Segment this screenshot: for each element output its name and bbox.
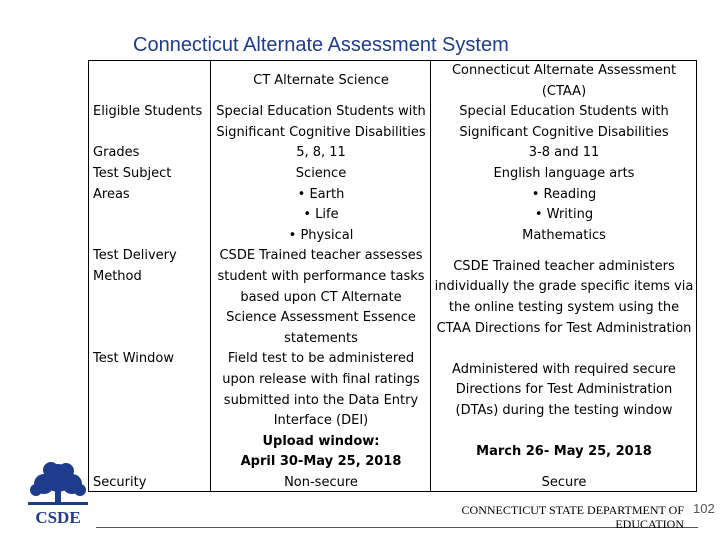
subjects-col3-line: Mathematics [522,227,606,243]
delivery-col3-line: the online testing system using the [448,299,680,315]
window-col3-line: (DTAs) during the testing window [455,402,673,418]
delivery-col2-line: based upon CT Alternate [240,289,402,305]
security-col3: Secure [541,475,587,490]
page-number: 102 [693,501,715,516]
upload-window-dates: April 30-May 25, 2018 [240,454,402,470]
security-col2: Non-secure [284,475,358,490]
eligible-col2-line: Significant Cognitive Disabilities [216,124,426,140]
delivery-col3-line: CTAA Directions for Test Administration [436,320,692,336]
comparison-table [88,60,697,492]
row-label-grades: Grades [93,145,140,161]
row-label-delivery: Method [93,269,142,284]
delivery-col3-line: individually the grade specific items via [434,279,694,295]
row-label-subjects: Areas [93,186,130,202]
eligible-col3-line: Significant Cognitive Disabilities [459,124,669,140]
eligible-col2-line: Special Education Students with [216,104,426,120]
row-label-security: Security [93,475,147,490]
window-col3-line: Administered with required secure [452,361,676,377]
grades-col3: 3-8 and 11 [528,145,600,161]
ctaa-window-dates: March 26- May 25, 2018 [476,443,652,459]
window-col2-line: upon release with final ratings [222,372,420,387]
footer [424,503,684,531]
col3-header-line1: Connecticut Alternate Assessment [451,63,677,78]
window-col2-line: Interface (DEI) [273,413,369,429]
subjects-col2-line: Science [295,166,347,181]
footer-line2: EDUCATION [615,517,684,531]
logo-text: CSDE [35,508,81,527]
delivery-col2-line: CSDE Trained teacher assesses [219,248,423,264]
row-label-eligible: Eligible Students [93,104,203,120]
subjects-col3-line: • Reading [531,186,597,202]
subjects-col3-line: English language arts [493,166,635,181]
csde-logo [18,460,98,528]
window-col2-line: submitted into the Data Entry [223,392,419,408]
subjects-col2-line: • Physical [288,227,354,243]
row-label-window: Test Window [93,351,174,367]
subjects-col3-line: • Writing [534,207,594,223]
col2-header: CT Alternate Science [253,73,389,88]
subjects-col2-line: • Earth [297,186,345,202]
delivery-col2-line: Science Assessment Essence [226,310,416,326]
column-divider [430,61,431,491]
subjects-col2-line: • Life [303,207,339,223]
page-title: Connecticut Alternate Assessment System [133,34,509,56]
grades-col2: 5, 8, 11 [296,145,346,161]
upload-window-label: Upload window: [262,433,380,449]
window-col3-line: Directions for Test Administration [455,382,673,398]
delivery-col3-line: CSDE Trained teacher administers [453,258,675,274]
row-label-delivery: Test Delivery [93,248,177,264]
row-label-subjects: Test Subject [93,166,172,181]
window-col2-line: Field test to be administered [227,351,415,367]
delivery-col2-line: statements [284,330,358,346]
delivery-col2-line: student with performance tasks [217,269,425,284]
col3-header-line2: (CTAA) [541,83,587,99]
footer-line1: CONNECTICUT STATE DEPARTMENT OF [461,503,684,517]
tree-icon [28,462,88,505]
eligible-col3-line: Special Education Students with [459,104,669,120]
column-divider [210,61,211,491]
